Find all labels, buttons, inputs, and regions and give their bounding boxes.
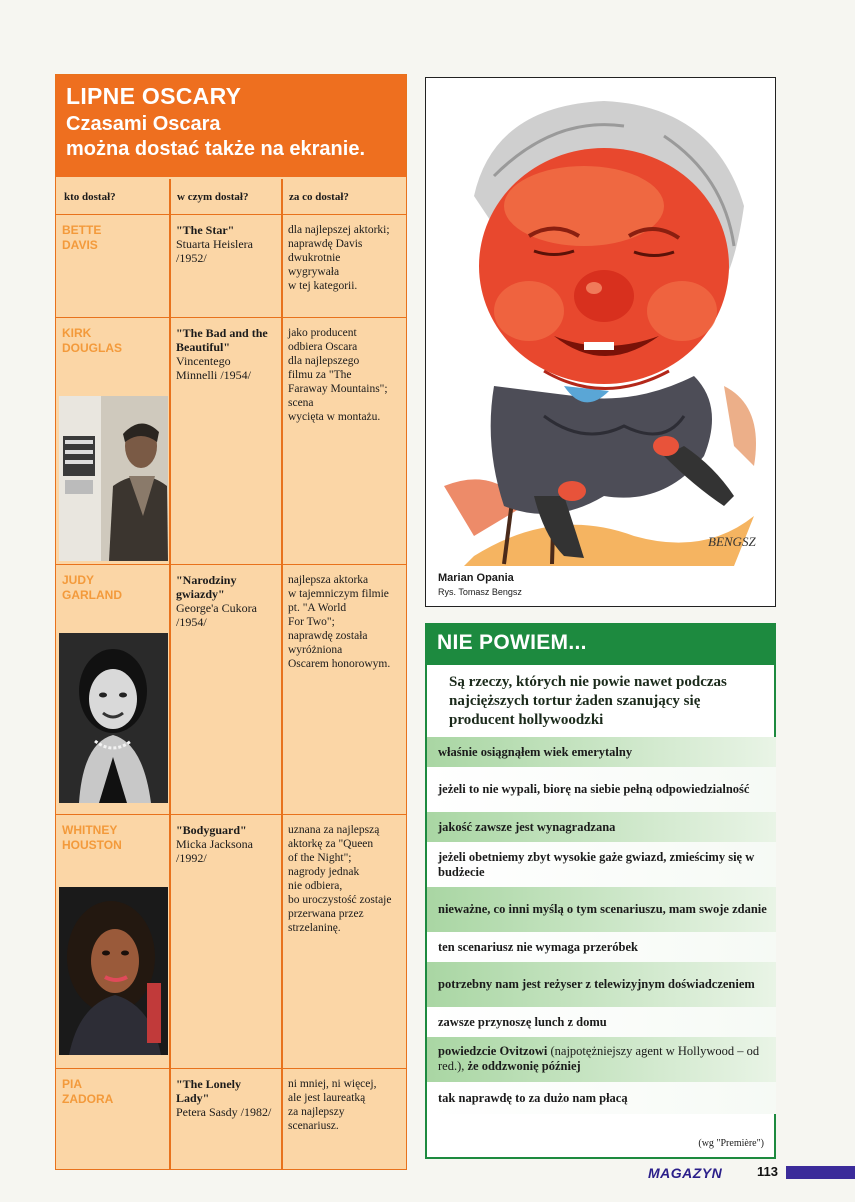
table-row [56, 318, 406, 565]
row-who: KIRK DOUGLAS [62, 326, 122, 355]
caricature-illustration [434, 86, 766, 566]
row-reason: jako producent odbiera Oscara dla najlepszego filmu za "The Faraway Mountains"; scena wycięta w montażu. [288, 327, 388, 423]
list-item: jeżeli obetniemy zbyt wysokie gaże gwiazd, zmieścimy się w budżecie [427, 842, 776, 887]
row-film: "Bodyguard" Micka Jacksona /1992/ [176, 823, 253, 865]
row-who: WHITNEY HOUSTON [62, 823, 122, 852]
row-reason: dla najlepszej aktorki; naprawdę Davis dwukrotnie wygrywała w tej kategorii. [288, 224, 390, 292]
row-film: "The Star" Stuarta Heislera /1952/ [176, 223, 253, 265]
nie-powiem-box [425, 623, 776, 1159]
header-za-co: za co dostał? [289, 190, 349, 203]
caricature-box [425, 77, 776, 607]
list-item: ten scenariusz nie wymaga przeróbek [427, 932, 776, 962]
oscar-table [56, 179, 406, 1169]
row-reason: uznana za najlepszą aktorkę za "Queen of the Night"; nagrody jednak nie odbiera, bo uroczystość zostaje przerwana przez strzelaninę. [288, 824, 392, 934]
row-who: BETTE DAVIS [62, 223, 102, 252]
artist-signature: BENGSZ [708, 534, 756, 549]
magazine-name: MAGAZYN [648, 1165, 723, 1181]
page-number: 113 [757, 1164, 778, 1179]
list-item: jakość zawsze jest wynagradzana [427, 812, 776, 842]
source-note: (wg "Première") [698, 1138, 764, 1149]
list-item: potrzebny nam jest reżyser z telewizyjnym doświadczeniem [427, 962, 776, 1007]
whitney-houston-photo [59, 887, 168, 1055]
list-item: powiedzcie Ovitzowi (najpotężniejszy agent w Hollywood – od red.), że oddzwonię później [427, 1037, 776, 1082]
list-item: tak naprawdę to za dużo nam płacą [427, 1082, 776, 1114]
nie-powiem-intro: Są rzeczy, których nie powie nawet podczas najcięższych tortur żaden szanujący się producent hollywoodzki [449, 674, 727, 728]
caricature-caption-credit: Rys. Tomasz Bengsz [438, 587, 522, 597]
lipne-oscary-header [56, 75, 406, 177]
header-kto: kto dostał? [64, 190, 116, 203]
caricature-caption-name: Marian Opania [438, 572, 514, 584]
header-w-czym: w czym dostał? [177, 190, 249, 203]
row-reason: ni mniej, ni więcej, ale jest laureatką za najlepszy scenariusz. [288, 1078, 377, 1132]
row-film: "Narodziny gwiazdy" George'a Cukora /1954/ [176, 573, 257, 629]
row-who: PIA ZADORA [62, 1077, 114, 1106]
list-item: zawsze przynoszę lunch z domu [427, 1007, 776, 1037]
list-item: jeżeli to nie wypali, biorę na siebie pełną odpowiedzialność [427, 767, 776, 812]
list-item: właśnie osiągnąłem wiek emerytalny [427, 737, 776, 767]
table-row [56, 565, 406, 815]
row-film: "The Lonely Lady" Petera Sasdy /1982/ [176, 1077, 272, 1119]
lipne-oscary-box [55, 74, 407, 1170]
lipne-oscary-subtitle: Czasami Oscara można dostać także na ekranie. [66, 113, 366, 160]
lipne-oscary-title: LIPNE OSCARY [66, 83, 242, 109]
kirk-douglas-photo [59, 396, 168, 561]
row-reason: najlepsza aktorka w tajemniczym filmie pt. "A World For Two"; naprawdę została wyróżniona Oscarem honorowym. [288, 574, 391, 670]
nie-powiem-title: NIE POWIEM... [427, 625, 774, 665]
row-film: "The Bad and the Beautiful" Vincentego Minnelli /1954/ [176, 326, 268, 382]
table-row [56, 815, 406, 1069]
table-row [56, 1069, 406, 1169]
footer-bar [786, 1166, 855, 1179]
judy-garland-photo [59, 633, 168, 803]
table-row [56, 215, 406, 318]
table-header [56, 179, 406, 215]
row-who: JUDY GARLAND [62, 573, 122, 602]
list-item: nieważne, co inni myślą o tym scenariuszu, mam swoje zdanie [427, 887, 776, 932]
